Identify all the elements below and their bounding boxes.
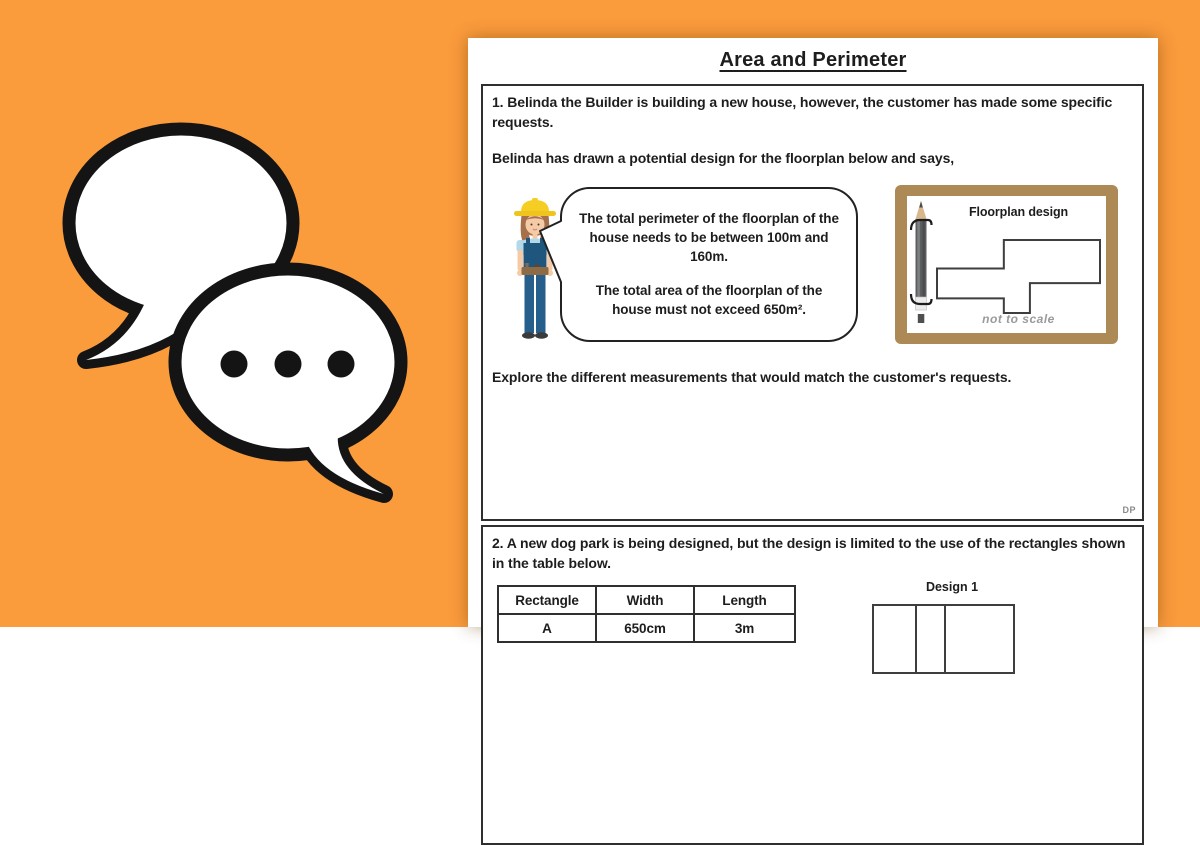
rectangles-table	[497, 585, 796, 643]
table-row	[498, 614, 795, 642]
page-title: Area and Perimeter	[719, 49, 907, 71]
pencil-icon	[909, 198, 933, 332]
chat-bubbles-icon	[30, 110, 450, 530]
design1-label: Design 1	[925, 580, 979, 594]
question1-intro: 1. Belinda the Builder is building a new house, however, the customer has made some specific requests.	[492, 94, 1113, 130]
table-header-rectangle: Rectangle	[498, 586, 596, 614]
ellipsis-dot	[221, 351, 248, 378]
question1-drawn-line: Belinda has drawn a potential design for the floorplan below and says,	[492, 150, 955, 166]
ellipsis-dot	[328, 351, 355, 378]
floorplan-shape	[937, 240, 1100, 313]
question1-box	[481, 84, 1144, 521]
question2-box	[481, 525, 1144, 845]
not-to-scale-note: not to scale	[982, 312, 1055, 326]
design1-divider	[915, 606, 917, 672]
worksheet-page	[468, 38, 1158, 636]
floorplan-title: Floorplan design	[968, 205, 1069, 219]
clipboard-paper	[907, 196, 1106, 333]
table-cell-length: 3m	[694, 614, 795, 642]
table-header-length: Length	[694, 586, 795, 614]
table-cell-rectangle: A	[498, 614, 596, 642]
bubble-paragraph-area: The total area of the floorplan of the house must not exceed 650m².	[595, 283, 823, 317]
bubble-paragraph-perimeter: The total perimeter of the floorplan of the house needs to be between 100m and 160m.	[579, 211, 839, 264]
design1-divider	[944, 606, 946, 672]
ellipsis-dot	[275, 351, 302, 378]
question1-explore-line: Explore the different measurements that would match the customer's requests.	[492, 369, 1012, 385]
design1-diagram	[872, 604, 1015, 674]
table-header-width: Width	[596, 586, 694, 614]
table-cell-width: 650cm	[596, 614, 694, 642]
question2-intro: 2. A new dog park is being designed, but the design is limited to the use of the rectangles shown in the table below.	[492, 535, 1126, 571]
speech-bubble-text	[563, 188, 855, 340]
initials-watermark: DP	[1122, 505, 1136, 515]
table-header-row	[498, 586, 795, 614]
floorplan-clipboard	[895, 185, 1118, 344]
